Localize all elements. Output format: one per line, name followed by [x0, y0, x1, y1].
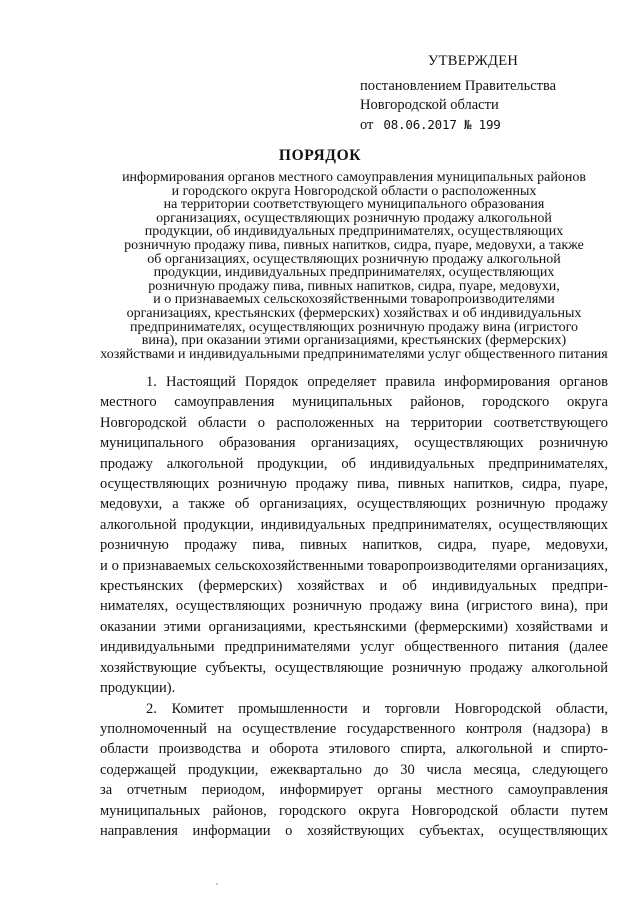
body-line: 2. Комитет промышленности и торговли Новгородской области, [146, 700, 608, 717]
approval-date-value: 08.06.2017 № 199 [383, 117, 501, 132]
approval-date-prefix: от [360, 117, 374, 133]
body-line: розничную продажу пива, пивных напитков, сидра, пуаре, медовухи, [100, 537, 608, 554]
body-line: области производства и оборота этилового спирта, алкогольной и спирто- [100, 741, 608, 758]
subtitle-line: на территории соответствующего муниципального образования [163, 197, 545, 213]
approval-line-2: Новгородской области [360, 97, 499, 113]
body-line: и о признаваемых сельскохозяйственными товаропроизводителями организациях, [100, 557, 608, 574]
subtitle-line: хозяйствами и индивидуальными предпринимателями услуг общественного питания [100, 346, 608, 362]
body-line: продажу алкогольной продукции, об индивидуальных предпринимателях, [100, 455, 608, 472]
body-line: нимателях, осуществляющих розничную продажу вина (игристого вина), при [100, 598, 608, 615]
body-line: оказании этими организациями, крестьянскими (фермерскими) хозяйствами и [100, 618, 608, 635]
body-line: осуществляющих розничную продажу пива, пивных напитков, сидра, пуаре, [100, 476, 608, 493]
subtitle-line: розничную продажу пива, пивных напитков, сидра, пуаре, медовухи, а также [124, 237, 584, 253]
body-line: направления информации о хозяйствующих субъектах, осуществляющих [100, 822, 608, 839]
subtitle-line: информирования органов местного самоуправления муниципальных районов [122, 170, 586, 185]
body-line: муниципальных районов, городского округа Новгородской области путем [100, 802, 608, 819]
body-line: содержащей продукции, ежеквартально до 30 числа месяца, следующего [100, 761, 608, 778]
subtitle-line: об организациях, осуществляющих розничную продажу алкогольной [147, 251, 561, 267]
subtitle-line: и городского округа Новгородской области о расположенных [171, 183, 537, 199]
approval-date [360, 115, 620, 135]
approval-line-1: постановлением Правительства [360, 78, 557, 94]
subtitle-line: розничную продажу пива, пивных напитков, сидра, пуаре, медовухи, [148, 278, 560, 294]
document-body [100, 372, 608, 841]
document-subtitle [100, 171, 608, 361]
body-line: алкогольной продукции, индивидуальных предпринимателях, осуществляющих [100, 516, 608, 533]
subtitle-line: организациях, осуществляющих розничную продажу алкогольной [156, 210, 552, 226]
body-line: местного самоуправления муниципальных районов, городского округа [100, 394, 608, 411]
document-title: ПОРЯДОК [278, 147, 362, 164]
body-line: крестьянских (фермерских) хозяйствах и об индивидуальных предпри- [100, 578, 608, 595]
subtitle-line: предпринимателях, осуществляющих розничную продажу вина (игристого [130, 319, 578, 335]
subtitle-line: организациях, крестьянских (фермерских) хозяйствах и об индивидуальных [126, 305, 582, 321]
approval-stamp [360, 52, 620, 135]
body-line: Новгородской области о расположенных на территории соответствующего [100, 414, 608, 431]
body-line: уполномоченный на осуществление государственного контроля (надзора) в [100, 720, 608, 737]
subtitle-line: вина), при оказании этими организациями, крестьянских (фермерских) [141, 333, 567, 349]
approval-title: УТВЕРЖДЕН [428, 53, 519, 69]
body-line: продукции). [100, 680, 176, 697]
body-line: за отчетным периодом, информирует органы местного самоуправления [100, 782, 608, 799]
body-line: медовухи, а также об организациях, осуществляющих розничную продажу [100, 496, 608, 513]
body-line: муниципального образования организациях, осуществляющих розничную [100, 435, 608, 452]
body-line: 1. Настоящий Порядок определяет правила информирования органов [146, 374, 608, 390]
subtitle-line: продукции, индивидуальных предпринимателях, осуществляющих [153, 265, 555, 281]
body-line: индивидуальными предпринимателями услуг общественного питания (далее [100, 639, 608, 656]
subtitle-line: продукции, об индивидуальных предпринимателях, осуществляющих [144, 224, 564, 240]
body-line: хозяйствующие субъекты, осуществляющие розничную продажу алкогольной [100, 659, 608, 676]
subtitle-line: и о признаваемых сельскохозяйственными товаропроизводителями [153, 292, 555, 308]
scan-speck [216, 883, 218, 885]
